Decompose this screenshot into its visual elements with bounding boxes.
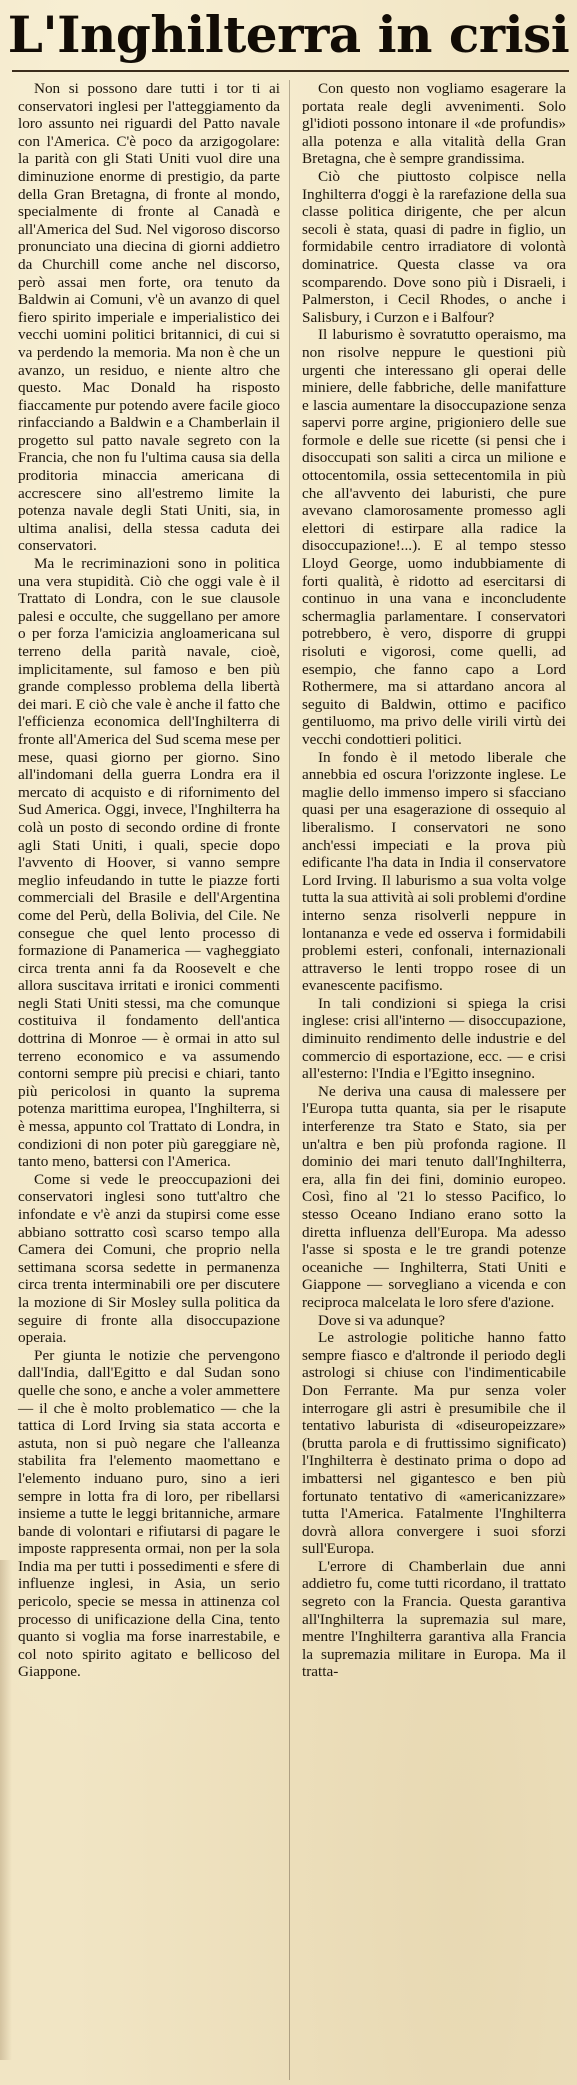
paragraph: Ne deriva una causa di malessere per l'Europa tutta quanta, sia per le risapute interferenze tra Stato e Stato, sia per un'altra e ben più profonda ragione. Il dominio dei mari tenuto dall'Inghilterra, era, alla fin dei fini, dominio europeo. Così, fino al '21 lo stesso Pacifico, lo stesso Oceano Indiano erano sotto la diretta influenza dell'Europa. Ma adesso l'asse si sposta e le tre grandi potenze oceaniche — Inghilterra, Stati Uniti e Giappone — sorvegliano a vicenda e con reciproca malcelata le loro sfere d'azione. (302, 1082, 566, 1311)
paragraph: Con questo non vogliamo esagerare la portata reale degli avvenimenti. Solo gl'idioti possono intonare il «de profundis» alla potenza e alla vitalità della Gran Bretagna, che è sempre grandissima. (302, 80, 566, 168)
paragraph: L'errore di Chamberlain due anni addietro fu, come tutti ricordano, il trattato segreto con la Francia. Questa garantiva all'Inghilterra la supremazia sul mare, mentre l'Inghilterra garantiva alla Francia la supremazia militare in Europa. Ma il tratta- (302, 1557, 566, 1681)
paragraph: Il laburismo è sovratutto operaismo, ma non risolve neppure le questioni più urgenti che interessano gli operai delle miniere, delle fabbriche, delle manifatture e lascia aumentare la disoccupazione senza sapervi porre argine, prigioniero delle sue formole e delle sue ricette (si pensi che i disoccupati son saliti a circa un milione e ottocentomila, ossia settecentomila in più che all'avvento dei laburisti, che pure avevano clamorosamente promesso agli elettori di estirpare alla radice la disoccupazione!...). E al tempo stesso Lloyd George, uomo indubbiamente di forti qualità, è ridotto ad esercitarsi di continuo in una vana e inconcludente schermaglia parlamentare. I conservatori potrebbero, è vero, disporre di gruppi risoluti e vigorosi, come quelli, ad esempio, che fanno capo a Lord Rothermere, ma si attardano ancora al seguito di Baldwin, ottimo e pacifico gentiluomo, ma privo delle virili virtù dei vecchi condottieri politici. (302, 326, 566, 748)
left-column (18, 80, 280, 1681)
right-column (302, 80, 566, 1681)
paragraph: In tali condizioni si spiega la crisi inglese: crisi all'interno — disoccupazione, diminuito rendimento delle industrie e del commercio di esportazione, ecc. — e crisi all'esterno: l'India e l'Egitto insegnino. (302, 994, 566, 1083)
headline-rule (12, 70, 569, 72)
paragraph: Non si possono dare tutti i tor ti ai conservatori inglesi per l'atteggiamento da loro assunto nei riguardi del Patto navale con l'America. C'è poco da arzigogolare: la parità con gli Stati Uniti vuol dire una diminuzione enorme di prestigio, da parte della Gran Bretagna, di fronte al mondo, specialmente di fronte al Canadà e all'America del Sud. Nel vigoroso discorso pronunciato una diecina di giorni addietro da Churchill come anche nel discorso, però assai men forte, ora tenuto da Baldwin ai Comuni, v'è un avanzo di quel fiero spirito imperiale e imperialistico dei vecchi uomini politici britannici, di cui si va perdendo la memoria. Ma non è che un avanzo, un residuo, e niente altro che questo. Mac Donald ha risposto fiaccamente pur potendo avere facile gioco rinfacciando a Baldwin e a Chamberlain il progetto sul patto navale segreto con la Francia, che non fu l'ultima causa sia della proditoria minaccia americana di accrescere sino all'estremo limite la potenza navale degli Stati Uniti, sia, in ultima analisi, della stessa caduta dei conservatori. (18, 80, 280, 555)
article-headline: L'Inghilterra in crisi (7, 5, 570, 64)
paragraph: Ma le recriminazioni sono in politica una vera stupidità. Ciò che oggi vale è il Trattato di Londra, con le sue clausole palesi e occulte, che suggellano per amore o per forza l'amicizia angloamericana sul terreno della parità navale, cioè, implicitamente, sul famoso e ben più grande complesso problema della libertà dei mari. E ciò che vale è anche il fatto che l'efficienza economica dell'Inghilterra di fronte all'America del Sud scema mese per mese, quasi giorno per giorno. Sino all'indomani della guerra Londra era il mercato di acquisto e di rifornimento del Sud America. Oggi, invece, l'Inghilterra ha colà un posto di secondo ordine di fronte agli Stati Uniti, i quali, specie dopo l'avvento di Hoover, si vanno sempre meglio infeudando in tutte le piazze forti commerciali del Brasile e dell'Argentina come del Perù, della Bolivia, del Cile. Ne consegue che quel lento processo di formazione di Panamerica — vagheggiato circa trenta anni fa da Roosevelt e che allora suscitava irritati e ironici commenti negli Stati Uniti stessi, ma che comunque costituiva il fondamento dell'antica dottrina di Monroe — è ormai in atto sul terreno economico e va assumendo contorni sempre più precisi e chiari, tanto più pericolosi in quanto la suprema potenza marittima europea, l'Inghilterra, si è messa, appunto col Trattato di Londra, in condizioni di non poter più gareggiare nè, tanto meno, battersi con l'America. (18, 555, 280, 1171)
paragraph: Dove si va adunque? (318, 1311, 445, 1329)
paragraph: Come si vede le preoccupazioni dei conservatori inglesi sono tutt'altro che infondate e v'è anzi da stupirsi come esse abbiano sottratto così scarso tempo alla Camera dei Comuni, che proprio nella settimana scorsa sedette in permanenza circa trenta interminabili ore per discutere la mozione di Sir Mosley sulla politica da seguire di fronte alla disoccupazione operaia. (18, 1170, 280, 1347)
column-divider (289, 80, 290, 2080)
page-edge-shadow (0, 1560, 12, 2060)
paragraph: Per giunta le notizie che pervengono dall'India, dall'Egitto e dal Sudan sono quelle che sono, e anche a voler ammettere — il che è molto problematico — che la tattica di Lord Irving sia stata accorta e astuta, non si può negare che l'alleanza stabilita fra l'elemento maomettano e l'elemento induano puro, sino a ieri sempre in lotta fra di loro, per ribellarsi insieme a tutte le leggi britanniche, armare bande di volontari e rifiutarsi di pagare le imposte rappresenta ormai, non per la sola India ma per tutti i possedimenti e sfere di influenze inglesi, in Asia, un serio pericolo, specie se messa in attinenza col processo di unificazione della Cina, tento quanto si voglia ma forse inarrestabile, e col noto spirito agitato e bellicoso del Giappone. (18, 1346, 280, 1681)
paragraph: Ciò che piuttosto colpisce nella Inghilterra d'oggi è la rarefazione della sua classe politica dirigente, che per alcun secoli è stata, quasi di padre in figlio, un formidabile centro irradiatore di volontà dominatrice. Questa classe va ora scomparendo. Dove sono più i Disraeli, i Palmerston, i Cecil Rhodes, o anche i Salisbury, i Curzon e i Balfour? (302, 167, 566, 326)
paragraph: Le astrologie politiche hanno fatto sempre fiasco e d'altronde il periodo degli astrologi si chiuse con l'indimenticabile Don Ferrante. Ma pur senza voler interrogare gli astri è presumibile che il tentativo laburista di «diseuropeizzare» (brutta parola e di fruttissimo significato) l'Inghilterra è destinato prima o dopo ad imbattersi nel gigantesco e ben più fortunato tentativo di «americanizzare» tutta l'America. Fatalmente l'Inghilterra dovrà allora convergere i suoi sforzi sull'Europa. (302, 1329, 566, 1558)
paragraph: In fondo è il metodo liberale che annebbia ed oscura l'orizzonte inglese. Le maglie dello immenso impero si sfacciano quasi per una esagerazione di ossequio al liberalismo. I conservatori ne sono anch'essi impeciati e la prova più edificante l'ha data in India il conservatore Lord Irving. Il laburismo a sua volta volge tutta la sua attività ai soli problemi d'ordine interno senza risolverli neppure in lontananza e vede ed osserva i formidabili problemi esteri, confonali, internazionali attraverso le lenti troppo rosee di un evanescente pacifismo. (302, 748, 566, 995)
